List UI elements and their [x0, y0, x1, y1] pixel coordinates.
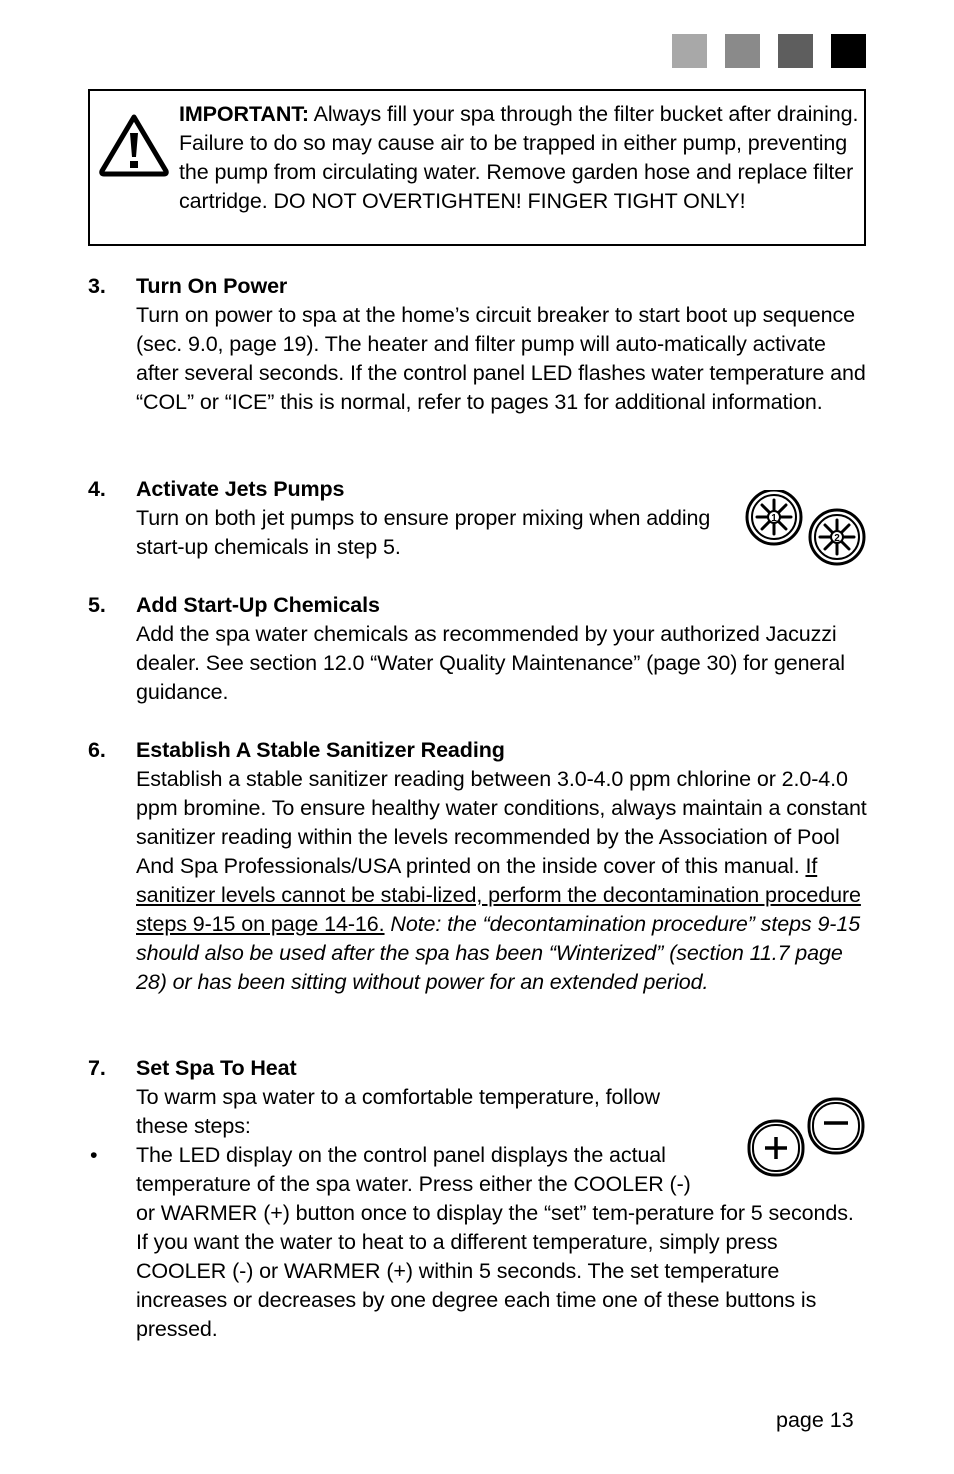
important-label: IMPORTANT:: [179, 102, 309, 126]
temperature-buttons-icons: [747, 1097, 867, 1177]
step-title: Activate Jets Pumps: [136, 477, 345, 501]
bullet-text: The LED display on the control panel displays the actual temperature of the spa water. Press either the COOLER (-) or WARMER (+) button once to display the “set” tem-perature for 5 seconds. If you want the water to heat to a different temperature, simply press COOLER (-) or WARMER (+) within 5 seconds. The set temperature increases or decreases by one degree each time one of these buttons is pressed.: [136, 1143, 854, 1341]
decontamination-reference: If sanitizer levels cannot be stabi-lized, perform the decontamination procedure steps 9-15 on page 14-16.: [136, 854, 861, 936]
step-number: 4.: [88, 477, 106, 501]
step-text: Add the spa water chemicals as recommended by your authorized Jacuzzi dealer. See section 12.0 “Water Quality Maintenance” (page 30) for general guidance.: [136, 622, 845, 704]
black-square: [831, 34, 866, 68]
jet-pump-1-icon: [747, 490, 801, 544]
step-text: Establish a stable sanitizer reading between 3.0-4.0 ppm chlorine or 2.0-4.0 ppm bromine. To ensure healthy water conditions, always maintain a constant sanitizer reading within the levels recommended by the Association of Pool And Spa Professionals/USA printed on the inside cover of this manual.: [136, 767, 867, 878]
svg-text:1: 1: [771, 513, 777, 524]
step-title: Establish A Stable Sanitizer Reading: [136, 738, 505, 762]
bullet-marker: •: [90, 1143, 98, 1167]
important-notice: [88, 89, 866, 246]
important-body: Always fill your spa through the filter bucket after draining. Failure to do so may cause air to be trapped in either pump, preventing the pump from circulating water. Remove garden hose and replace filter cartridge. DO NOT OVERTIGHTEN! FINGER TIGHT ONLY!: [179, 102, 859, 213]
gray-square-2: [725, 34, 760, 68]
step-number: 6.: [88, 738, 106, 762]
jet-pump-icons: [745, 490, 867, 566]
jet-pump-2-icon: [810, 510, 864, 564]
gray-square-3: [778, 34, 813, 68]
step-number: 7.: [88, 1056, 106, 1080]
important-text: [179, 100, 864, 216]
svg-text:2: 2: [834, 533, 840, 544]
step-text: To warm spa water to a comfortable temperature, follow these steps:: [136, 1085, 660, 1138]
step-number: 5.: [88, 593, 106, 617]
step-text: Turn on both jet pumps to ensure proper mixing when adding start-up chemicals in step 5.: [136, 506, 711, 559]
decontamination-note: Note: the “decontamination procedure” steps 9-15 should also be used after the spa has been “Winterized” (section 11.7 page 28) or has been sitting without power for an extended period.: [136, 912, 861, 994]
step-title: Turn On Power: [136, 274, 288, 298]
warning-triangle-icon: [98, 113, 170, 177]
step-text: Turn on power to spa at the home’s circuit breaker to start boot up sequence (sec. 9.0, page 19). The heater and filter pump will auto-matically activate after several seconds. If the control panel LED flashes water temperature and “COL” or “ICE” this is normal, refer to pages 31 for additional information.: [136, 303, 866, 414]
gray-square-1: [672, 34, 707, 68]
page-number: page 13: [776, 1408, 854, 1432]
step-title: Add Start-Up Chemicals: [136, 593, 380, 617]
step-number: 3.: [88, 274, 106, 298]
warmer-plus-icon: [749, 1121, 803, 1175]
step-title: Set Spa To Heat: [136, 1056, 297, 1080]
cooler-minus-icon: [809, 1099, 863, 1153]
header-squares: [672, 34, 866, 68]
